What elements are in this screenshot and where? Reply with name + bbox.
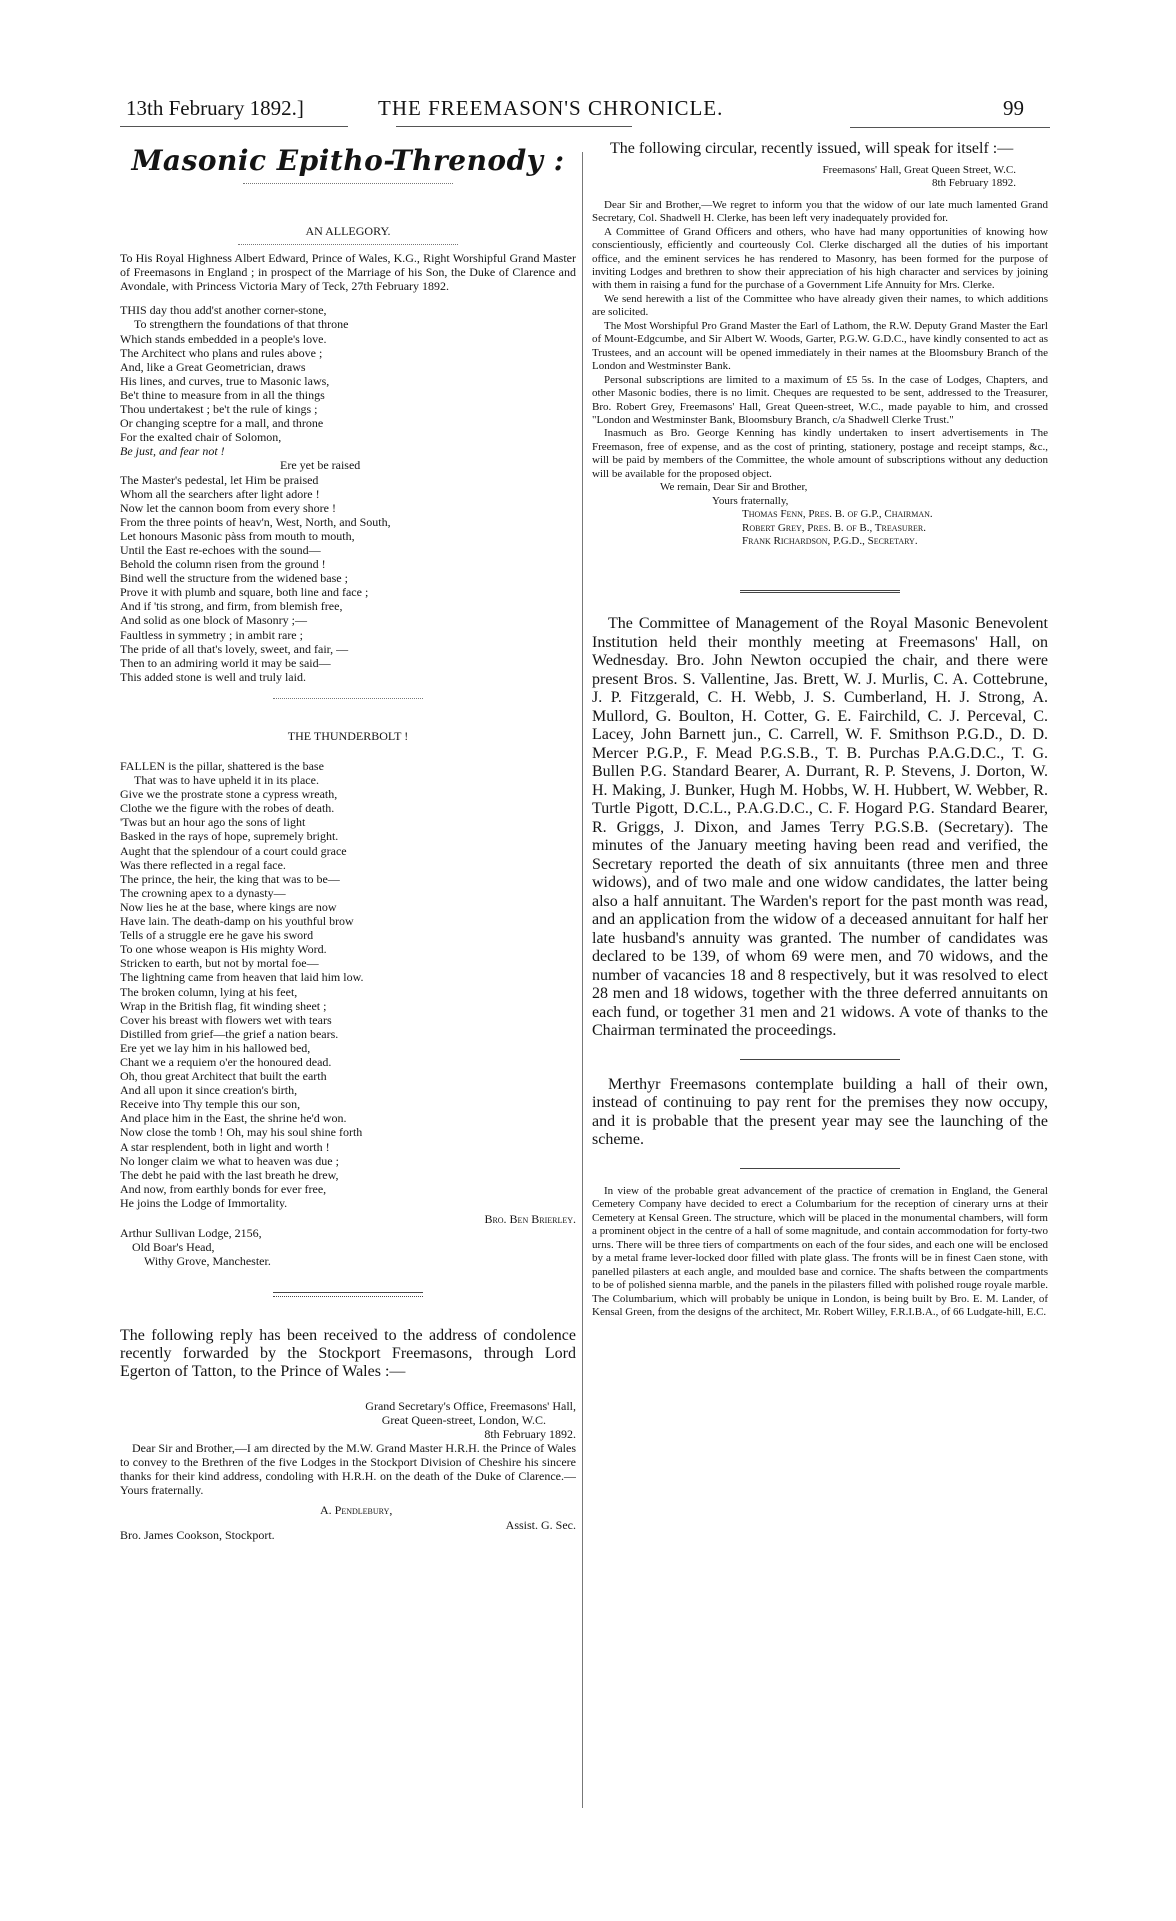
header-rule-center (396, 126, 632, 127)
poem-line: The lightning came from heaven that laid him low. (120, 970, 364, 985)
poem-line: Tells of a struggle ere he gave his sword (120, 928, 314, 943)
poem-line: Be just, and fear not ! (120, 444, 225, 459)
poem-line: Or changing sceptre for a mall, and throne (120, 416, 324, 431)
poem-line: The prince, the heir, the king that was to be— (120, 871, 340, 886)
divider (273, 1296, 423, 1297)
poem-line: Basked in the rays of hope, supremely bright. (120, 829, 339, 844)
poem-line: Bind well the structure from the widened base ; (120, 571, 348, 586)
circular-body (592, 199, 1048, 482)
poem-line: Then to an admiring world it may be said— (120, 655, 331, 670)
signatory: Frank Richardson, P.G.D., Secretary. (742, 535, 918, 548)
poem-line: The pride of all that's lovely, sweet, and fair, — (120, 641, 349, 656)
reply-address-line: Great Queen-street, London, W.C. (381, 1412, 546, 1427)
circular-paragraph: Inasmuch as Bro. George Kenning has kindly undertaken to insert advertisements in The Freemason, free of expense, and as the cost of printing, stationery, postage and receipt stamps, &c., will be paid by members of the Committee, the whole amount of subscriptions without any deduction will be available for the proposed object. (592, 427, 1048, 480)
poem-line: Receive into Thy temple this our son, (120, 1097, 301, 1112)
poem-line: And now, from earthly bonds for ever free, (120, 1181, 327, 1196)
poem-line: Until the East re-echoes with the sound— (120, 542, 321, 557)
reply-recipient: Bro. James Cookson, Stockport. (120, 1527, 275, 1542)
poem-line: The Architect who plans and rules above ; (120, 345, 323, 360)
poem-line: The crowning apex to a dynasty— (120, 885, 286, 900)
poem-line: No longer claim we what to heaven was due ; (120, 1153, 339, 1168)
poem2-heading: THE THUNDERBOLT ! (287, 728, 409, 743)
poem-line: Be't thine to measure from in all the things (120, 387, 325, 402)
circular-address: Freemasons' Hall, Great Queen Street, W.C. (822, 163, 1016, 176)
poem-line: Ere yet we lay him in his hallowed bed, (120, 1040, 311, 1055)
merthyr-article: Merthyr Freemasons contemplate building a hall of their own, instead of continuing to pay rent for the premises they now occupy, and it is probable that the present year may see the launching of the scheme. (592, 1075, 1048, 1149)
poem-line: And place him in the East, the shrine he'd won. (120, 1111, 347, 1126)
poem-line: Prove it with plumb and square, both line and face ; (120, 585, 369, 600)
poem-line: FALLEN is the pillar, shattered is the base (120, 759, 324, 773)
circular-intro: The following circular, recently issued, will speak for itself :— (610, 140, 1014, 157)
header-rule-left (120, 126, 348, 127)
page-number: 99 (1003, 96, 1024, 120)
divider (740, 590, 900, 593)
poem-line: This added stone is well and truly laid. (120, 669, 306, 684)
poem-line: To strengthern the foundations of that throne (134, 317, 349, 332)
poem-line: Distilled from grief—the grief a nation bears. (120, 1026, 339, 1041)
poem1-subheading: AN ALLEGORY. (305, 224, 391, 238)
poem-line: And if 'tis strong, and firm, from blemish free, (120, 599, 343, 614)
poem-line: Ere yet be raised (280, 458, 361, 473)
poem-line: Whom all the searchers after light adore ! (120, 486, 320, 501)
poem-line: Clothe we the figure with the robes of death. (120, 801, 335, 816)
poem-line: Wrap in the British flag, fit winding sheet ; (120, 998, 327, 1013)
poem-line: The broken column, lying at his feet, (120, 984, 298, 999)
reply-signer-title: Assist. G. Sec. (505, 1517, 576, 1532)
poem-line: Was there reflected in a regal face. (120, 857, 286, 872)
divider (273, 698, 423, 699)
masthead-title: THE FREEMASON'S CHRONICLE. (378, 96, 724, 120)
poem-line: The Master's pedestal, let Him be praised (120, 472, 319, 487)
poem2-address-line: Arthur Sullivan Lodge, 2156, (120, 1226, 262, 1241)
poem-line: Which stands embedded in a people's love. (120, 331, 327, 346)
cremation-article: In view of the probable great advancement of the practice of cremation in England, the General Cemetery Company have decided to erect a Columbarium for the reception of cinerary urns at their Cemetery at Kensal Green. The structure, which will be placed in the monumental chambers, will form a prominent object in the centre of a hall of some magnitude, and contain accommodation for forty-two urns. There will be three tiers of compartments on each of the four sides, and each one will be enclosed by a metal frame lever-locked door filled with plate glass. The fronts will be in finest Caen stone, with panelled pilasters at each angle, and moulded base and cornice. The shafts between the compartments to be of polished sienna marble, and the panels in the pilasters filled with polished rouge royale marble. The Columbarium, which will probably be unique in London, is being built by Bro. E. M. Lander, of Kensal Green, from the designs of the architect, Mr. Robert Willey, F.R.I.B.A., of 66 Ludgate-hill, E.C. (592, 1184, 1048, 1319)
poem2-address-line: Old Boar's Head, (132, 1240, 215, 1255)
divider (273, 1292, 423, 1293)
poem-line: And all upon it since creation's birth, (120, 1083, 298, 1098)
reply-intro: The following reply has been received to the address of condolence recently forwarded by the Stockport Freemasons, through Lord Egerton of Tatton, to the Prince of Wales :— (120, 1327, 576, 1380)
header-rule-right (850, 127, 1050, 128)
poem-line: His lines, and curves, true to Masonic laws, (120, 373, 330, 388)
signatory: Thomas Fenn, Pres. B. of G.P., Chairman. (742, 508, 933, 521)
reply-body: Dear Sir and Brother,—I am directed by the M.W. Grand Master H.R.H. the Prince of Wales to convey to the Brethren of the five Lodges in the Stockport Division of Cheshire his sincere thanks for their kind address, condoling with H.R.H. on the death of the Duke of Clarence.—Yours fraternally. (120, 1441, 576, 1498)
poem-line: THIS day thou add'st another corner-stone, (120, 303, 327, 318)
poem-line: 'Twas but an hour ago the sons of light (120, 815, 306, 830)
poem-line: Oh, thou great Architect that built the earth (120, 1069, 327, 1084)
circular-paragraph: A Committee of Grand Officers and others, who have had many opportunities of knowing how conscientiously, efficiently and courteously Col. Clerke discharged all the duties of his important office, and the eminent services he has rendered to Masonry, has been formed for the purpose of inviting Lodges and brethren to show their appreciation of his high character and services by joining with them in raising a fund for the purchase of a Government Life Annuity for Mrs. Clerke. (592, 225, 1048, 292)
circular-date: 8th February 1892. (931, 177, 1016, 190)
poem-line: Let honours Masonic pàss from mouth to mouth, (120, 528, 355, 543)
signatory: Robert Grey, Pres. B. of B., Treasurer. (742, 521, 927, 534)
poem-line: Stricken to earth, but not by mortal foe— (120, 956, 319, 971)
poem-line: He joins the Lodge of Immortality. (120, 1195, 288, 1210)
poem-line: Cover his breast with flowers wet with tears (120, 1012, 332, 1027)
reply-signer: A. Pendlebury, (320, 1503, 393, 1518)
left-column (120, 140, 576, 1820)
poem-line: Now close the tomb ! Oh, may his soul shine forth (120, 1125, 363, 1140)
poem-line: To one whose weapon is His mighty Word. (120, 942, 327, 957)
poem-line: The debt he paid with the last breath he drew, (120, 1167, 339, 1182)
circular-closing: Yours fraternally, (712, 494, 789, 507)
poem1-lines (120, 303, 576, 684)
poem-line: Give we the prostrate stone a cypress wreath, (120, 787, 338, 802)
poem-line: Faultless in symmetry ; in ambit rare ; (120, 627, 303, 642)
poem2-signature: Bro. Ben Brierley. (484, 1212, 576, 1226)
divider (243, 183, 453, 184)
poem2-lines (120, 759, 576, 1210)
poem-line: A star resplendent, both in light and worth ! (120, 1139, 330, 1154)
poem-line: Now let the cannon boom from every shore ! (120, 500, 336, 515)
reply-address-line: 8th February 1892. (484, 1426, 576, 1441)
circular-paragraph: Personal subscriptions are limited to a maximum of £5 5s. In the case of Lodges, Chapters, and other Masonic bodies, there is no limit. Cheques are requested to be sent, addressed to the Treasurer, Bro. Robert Grey, Freemasons' Hall, Great Queen-street, W.C., made payable to him, and crossed "London and Westminster Bank, Bloomsbury Branch, c/a Shadwell Clerke Trust." (592, 373, 1048, 426)
poem-line: That was to have upheld it in its place. (134, 773, 319, 788)
reply-address-line: Grand Secretary's Office, Freemasons' Hall, (365, 1398, 576, 1413)
committee-article: The Committee of Management of the Royal Masonic Benevolent Institution held their monthly meeting at Freemasons' Hall, on Wednesday. Bro. John Newton occupied the chair, and there were present Bros. S. Vallentine, Jas. Brett, W. J. Murlis, C. A. Cottebrune, J. P. Fitzgerald, C. H. Webb, J. S. Cumberland, H. J. Strong, A. Mullord, G. Boulton, H. Cotter, G. E. Fairchild, C. J. Perceval, C. Lacey, John Barnett jun., C. Carrell, W. F. Smithson P.G.D., D. D. Mercer P.G.P., F. Mead P.G.S.B., T. B. Purchas P.A.G.D.C., T. G. Bullen P.G. Standard Bearer, A. Durrant, R. P. Stevens, J. Dorton, W. H. Making, J. Bunker, Hugh M. Hobbs, W. H. Hubbert, W. Webber, R. Turtle Pigott, D.C.L., P.A.G.D.C., C. F. Hogard P.G. Standard Bearer, R. Griggs, J. Dixon, and James Terry P.G.S.B. (Secretary). The minutes of the January meeting having been read and verified, the Secretary reported the death of six annuitants (three men and three widows), and of two male and one widow candidates, the latter being also a half annuitant. The Warden's report for the past month was read, and an application from the widow of a deceased annuitant for half her late husband's annuity was granted. The number of candidates was declared to be 139, of whom 69 were men, and 70 widows, and the number of vacancies 18 and 8 respectively, but it was resolved to elect 28 men and 18 widows, together with the three deferred annuitants on each fund, or together 31 men and 21 widows. A vote of thanks to the Chairman terminated the proceedings. (592, 615, 1048, 1040)
right-column (592, 140, 1048, 1780)
circular-paragraph: We send herewith a list of the Committee who have already given their names, to which additions are solicited. (592, 292, 1048, 319)
poem-line: For the exalted chair of Solomon, (120, 430, 282, 445)
poem-line: Aught that the splendour of a court could grace (120, 843, 347, 858)
poem-line: From the three points of heav'n, West, North, and South, (120, 514, 391, 529)
circular-closing: We remain, Dear Sir and Brother, (660, 481, 808, 494)
issue-date: 13th February 1892.] (126, 96, 304, 120)
circular-paragraph: The Most Worshipful Pro Grand Master the Earl of Lathom, the R.W. Deputy Grand Master the Earl of Mount-Edgcumbe, and Sir Albert W. Woods, Garter, P.G.W. G.D.C., have kindly consented to act as Trustees, and an account will be opened immediately in their names at the Bloomsbury Branch of the London and Westminster Bank. (592, 319, 1048, 373)
column-divider (582, 152, 583, 1808)
poem2-address-line: Withy Grove, Manchester. (144, 1254, 271, 1269)
poem-line: Have lain. The death-damp on his youthful brow (120, 914, 354, 929)
poem-line: And, like a Great Geometrician, draws (120, 359, 306, 374)
divider (740, 1168, 900, 1169)
divider (740, 1059, 900, 1060)
poem1-dedication: To His Royal Highness Albert Edward, Prince of Wales, K.G., Right Worshipful Grand Master of Freemasons in England ; in prospect of the Marriage of his Son, the Duke of Clarence and Avondale, with Princess Victoria Mary of Teck, 27th February 1892. (120, 251, 576, 294)
poem1-heading: Masonic Epitho-Threnody : (131, 144, 565, 177)
poem-line: Chant we a requiem o'er the honoured dead. (120, 1054, 332, 1069)
poem-line: Behold the column risen from the ground ! (120, 557, 326, 572)
divider (238, 244, 458, 245)
circular-paragraph: Dear Sir and Brother,—We regret to inform you that the widow of our late much lamented Grand Secretary, Col. Shadwell H. Clerke, has been left very inadequately provided for. (592, 198, 1048, 225)
poem-line: Thou undertakest ; be't the rule of kings ; (120, 402, 318, 417)
poem-line: Now lies he at the base, where kings are now (120, 899, 337, 914)
poem-line: And solid as one block of Masonry ;— (120, 613, 307, 628)
